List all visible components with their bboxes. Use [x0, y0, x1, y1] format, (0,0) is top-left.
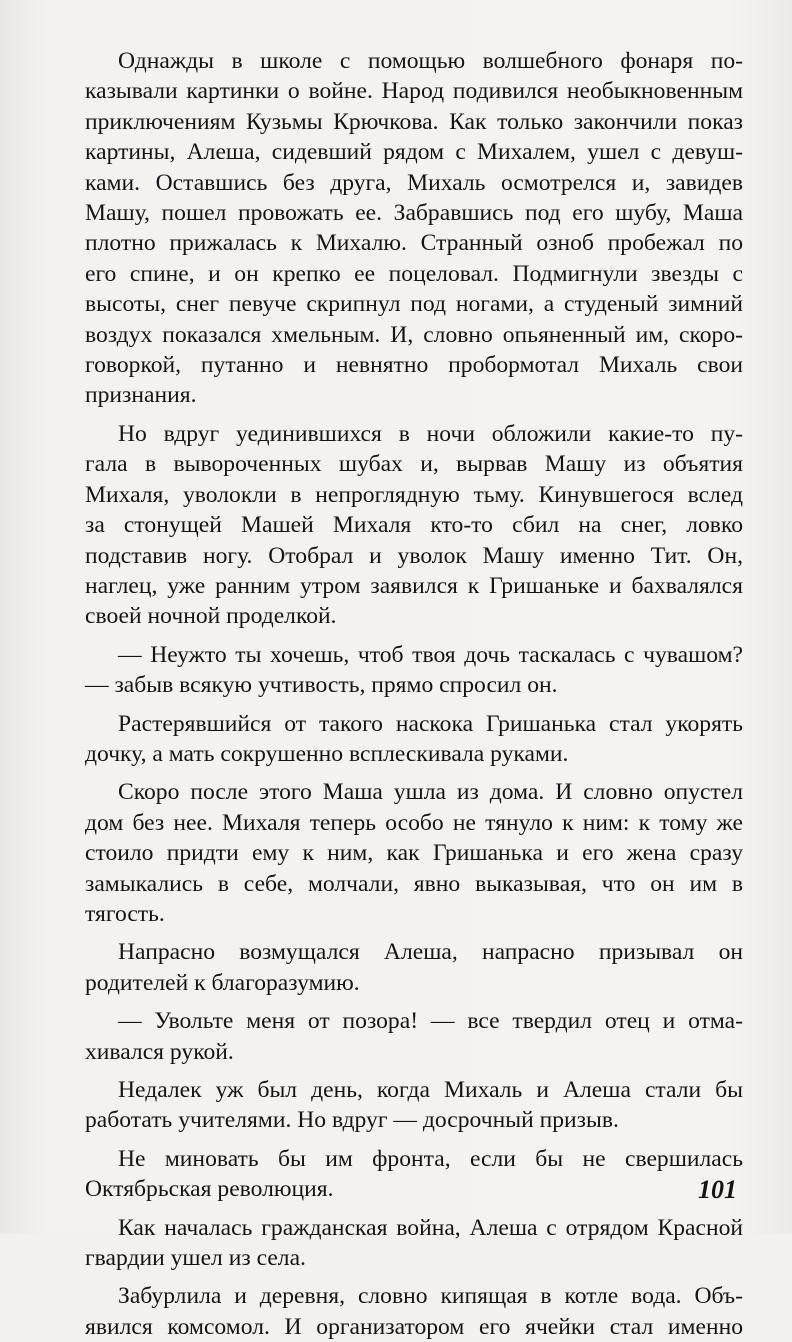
paragraph: [85, 46, 743, 411]
paragraph: [85, 1006, 743, 1067]
text-line: гала в вывороченных шубах и, вырвав Машу из объятия: [85, 451, 743, 478]
text-line: работать учителями. Но вдруг — досрочный призыв.: [85, 1107, 619, 1134]
text-line: картины, Алеша, сидевший рядом с Михалем, ушел с девуш-: [85, 139, 743, 166]
text-line: Октябрьская революция.: [85, 1176, 334, 1203]
text-line: признания.: [85, 382, 197, 409]
text-line: явился комсомол. И организатором его ячейки стал именно: [85, 1313, 743, 1340]
text-line: Напрасно возмущался Алеша, напрасно призывал он: [118, 939, 743, 966]
text-line: казывали картинки о войне. Народ подивился необыкновенным: [85, 78, 743, 105]
text-line: стоило придти ему к ним, как Гришанька и его жена сразу: [85, 840, 743, 867]
text-line: приключениям Кузьмы Крючкова. Как только закончили показ: [85, 108, 743, 135]
text-line: Михаля, уволокли в непроглядную тьму. Кинувшегося вслед: [85, 481, 743, 508]
paragraph: [85, 1075, 743, 1136]
text-line: подставив ногу. Отобрал и уволок Машу именно Тит. Он,: [85, 542, 743, 569]
text-line: его спине, и он крепко ее поцеловал. Подмигнули звезды с: [85, 260, 743, 287]
text-line: дочку, а мать сокрушенно всплескивала руками.: [85, 740, 569, 767]
text-line: Забурлила и деревня, словно кипящая в котле вода. Объ-: [118, 1283, 743, 1310]
page-number: 101: [698, 1175, 737, 1204]
text-line: Не миновать бы им фронта, если бы не свершилась: [118, 1145, 743, 1172]
paragraph: [85, 419, 743, 632]
text-line: Но вдруг уединившихся в ночи обложили какие-то пу-: [118, 420, 743, 447]
text-line: тягость.: [85, 900, 165, 927]
text-line: Машу, пошел провожать ее. Забравшись под его шубу, Маша: [85, 200, 743, 227]
page-body-text: [85, 46, 743, 1342]
text-line: плотно прижалась к Михалю. Странный озноб пробежал по: [85, 230, 743, 257]
paragraph: [85, 1144, 743, 1205]
text-line: за стонущей Машей Михаля кто-то сбил на снег, ловко: [85, 512, 743, 539]
text-line: говоркой, путанно и невнятно пробормотал Михаль свои: [85, 352, 743, 379]
paragraph: [85, 640, 743, 701]
paragraph: [85, 777, 743, 929]
text-line: высоты, снег певуче скрипнул под ногами, а студеный зимний: [85, 291, 743, 318]
text-line: — забыв всякую учтивость, прямо спросил он.: [85, 672, 558, 699]
text-line: Растерявшийся от такого наскока Гришанька стал укорять: [118, 710, 743, 737]
text-line: гвардии ушел из села.: [85, 1245, 306, 1272]
text-line: Как началась гражданская война, Алеша с отрядом Красной: [118, 1214, 743, 1241]
paragraph: [85, 709, 743, 770]
text-line: хивался рукой.: [85, 1038, 234, 1065]
text-line: Недалек уж был день, когда Михаль и Алеша стали бы: [118, 1077, 743, 1103]
text-line: родителей к благоразумию.: [85, 969, 360, 996]
paragraph: [85, 1213, 743, 1274]
paragraph: [85, 937, 743, 998]
text-line: ками. Оставшись без друга, Михаль осмотрелся и, завидев: [85, 169, 743, 196]
text-line: — Неужто ты хочешь, чтоб твоя дочь таскалась с чувашом?: [118, 641, 743, 668]
text-line: своей ночной проделкой.: [85, 603, 337, 630]
text-line: Скоро после этого Маша ушла из дома. И словно опустел: [118, 779, 743, 806]
text-line: воздух показался хмельным. И, словно опьяненный им, скоро-: [85, 321, 743, 348]
text-line: замыкались в себе, молчали, явно выказывая, что он им в: [85, 870, 743, 897]
text-line: — Увольте меня от позора! — все твердил отец и отма-: [118, 1008, 743, 1035]
text-line: наглец, уже ранним утром заявился к Гришаньке и бахвалялся: [85, 572, 743, 599]
text-line: дом без нее. Михаля теперь особо не тянуло к ним: к тому же: [85, 809, 743, 836]
text-line: Однажды в школе с помощью волшебного фонаря по-: [118, 48, 743, 74]
paragraph: [85, 1281, 743, 1342]
